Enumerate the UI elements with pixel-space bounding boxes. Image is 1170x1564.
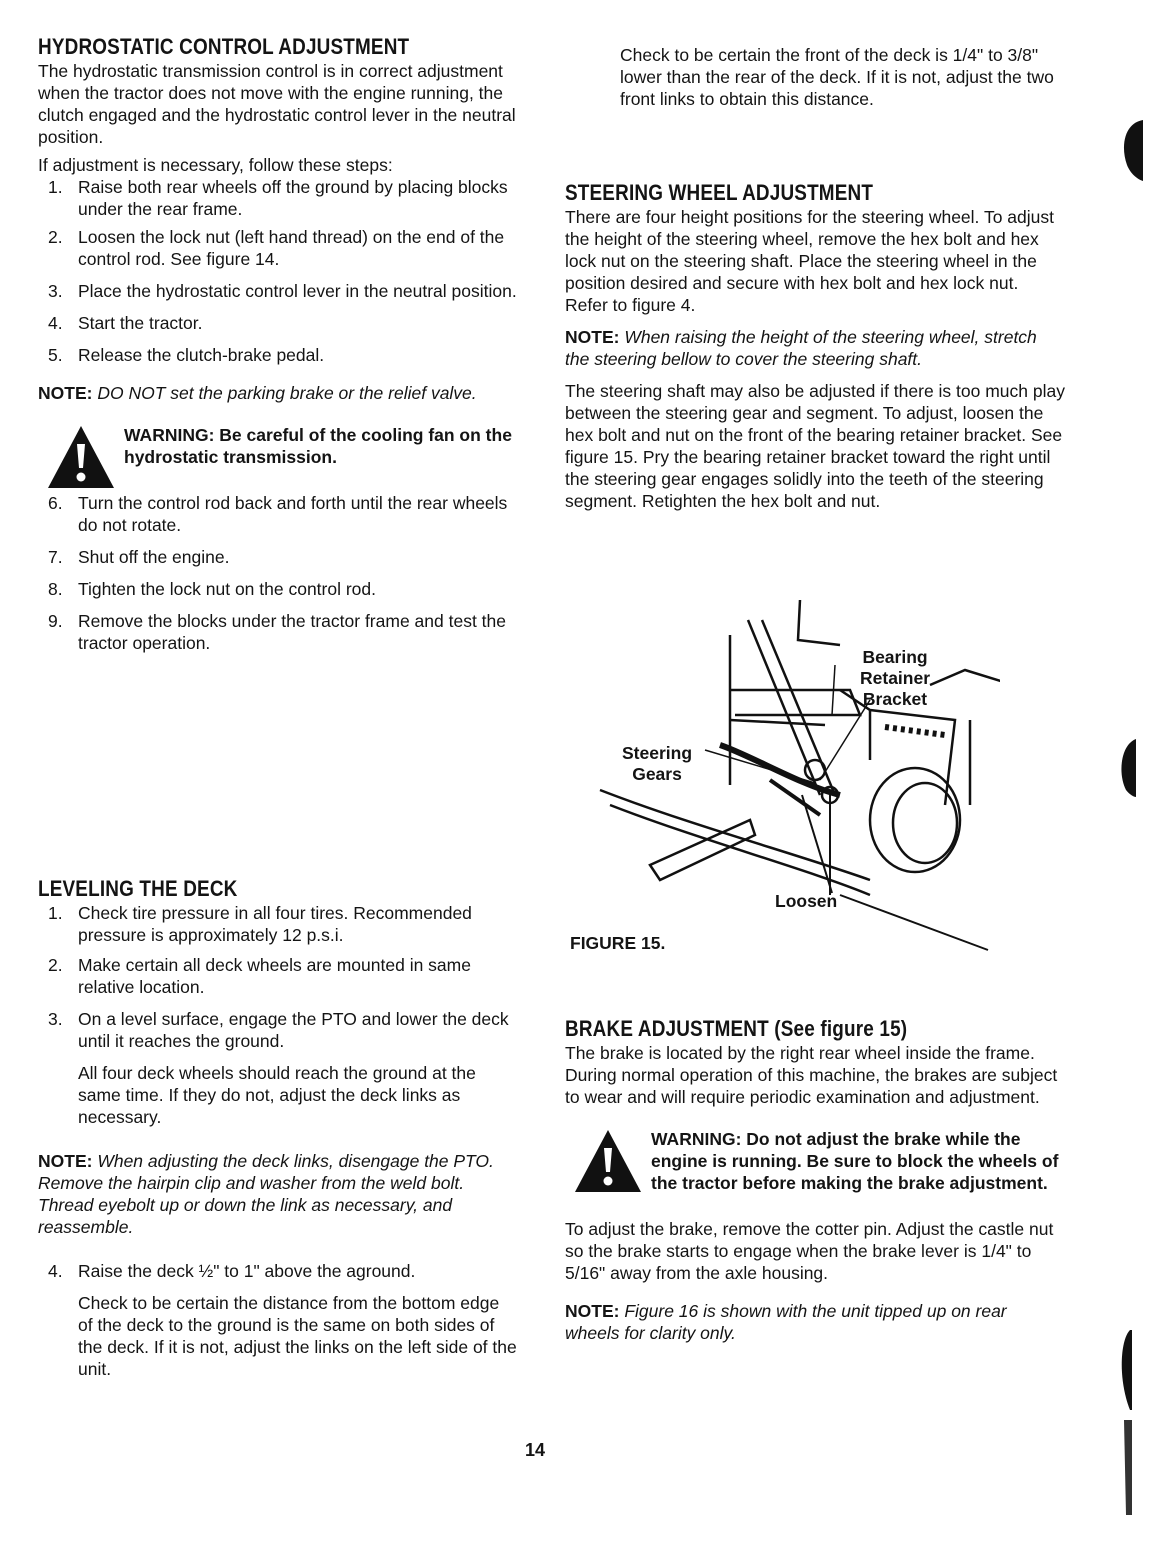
- note-label: NOTE:: [38, 1151, 93, 1171]
- step-text: Loosen the lock nut (left hand thread) on the end of the control rod. See figure 14.: [78, 227, 505, 269]
- hydrostatic-intro: The hydrostatic transmission control is in correct adjustment when the tractor does not move with the engine running, the clutch engaged and the hydrostatic control lever in the neutral position.: [38, 61, 516, 147]
- step-subtext: All four deck wheels should reach the ground at the same time. If they do not, adjust the deck links as necessary.: [78, 1063, 476, 1127]
- hydrostatic-steps-b: [38, 492, 528, 654]
- warning-icon: [46, 424, 116, 490]
- note-text: When adjusting the deck links, disengage the PTO. Remove the hairpin clip and washer from the weld bolt. Thread eyebolt up or down the link as necessary, and reassemble.: [38, 1151, 494, 1237]
- hydrostatic-heading: HYDROSTATIC CONTROL ADJUSTMENT: [38, 34, 410, 59]
- step-text: Shut off the engine.: [78, 547, 230, 567]
- front-check: [620, 44, 1070, 110]
- brake-paragraph-2: To adjust the brake, remove the cotter pin. Adjust the castle nut so the brake starts to engage when the brake lever is 1/4" to 5/16" away from the axle housing.: [565, 1219, 1054, 1283]
- loosen-label: Loosen: [775, 891, 838, 911]
- step-text: Check tire pressure in all four tires. Recommended pressure is approximately 12 p.s.i.: [78, 903, 472, 945]
- brake-paragraph-1: The brake is located by the right rear wheel inside the frame. During normal operation of this machine, the brakes are subject to wear and will require periodic examination and adjustment.: [565, 1043, 1058, 1107]
- list-item: [38, 902, 518, 946]
- list-item: [38, 1008, 518, 1128]
- warning-text: WARNING: Do not adjust the brake while the engine is running. Be sure to block the wheels of the tractor before making the brake adjustment.: [651, 1129, 1059, 1193]
- figure-caption: FIGURE 15.: [570, 933, 666, 953]
- list-item: [38, 546, 528, 568]
- step-text: Tighten the lock nut on the control rod.: [78, 579, 377, 599]
- bearing-retainer-label: Bearing Retainer Bracket: [860, 647, 931, 709]
- step-text: Raise both rear wheels off the ground by placing blocks under the rear frame.: [78, 177, 508, 219]
- list-item: [38, 1260, 518, 1380]
- list-item: [38, 226, 528, 270]
- note-text: Figure 16 is shown with the unit tipped up on rear wheels for clarity only.: [565, 1301, 1007, 1343]
- list-item: [38, 344, 528, 366]
- step-text: Remove the blocks under the tractor frame and test the tractor operation.: [78, 611, 506, 653]
- steering-note: [565, 326, 1065, 370]
- step-number: 2.: [48, 955, 63, 975]
- list-item: [38, 280, 528, 302]
- step-number: 6.: [48, 493, 63, 513]
- warning-text: WARNING: Be careful of the cooling fan on the hydrostatic transmission.: [124, 425, 512, 467]
- figure-15: [570, 595, 1000, 965]
- steering-paragraph-2: The steering shaft may also be adjusted if there is too much play between the steering gear and segment. To adjust, loosen the hex bolt and nut on the front of the bearing retainer bracket. See figure 15. Pry the bearing retainer bracket toward the right until the steering gear engages solidly into the teeth of the steering segment. Retighten the hex bolt and nut.: [565, 381, 1065, 511]
- binder-hole-mark: [1115, 115, 1145, 185]
- step-text: Release the clutch-brake pedal.: [78, 345, 325, 365]
- list-item: [38, 492, 528, 536]
- brake-section: [565, 1016, 1065, 1344]
- step-number: 8.: [48, 579, 63, 599]
- leveling-heading: LEVELING THE DECK: [38, 876, 238, 901]
- step-number: 2.: [48, 227, 63, 247]
- step-number: 5.: [48, 345, 63, 365]
- page-number: 14: [525, 1440, 546, 1460]
- step-number: 4.: [48, 1261, 63, 1281]
- steering-section: [565, 180, 1065, 512]
- list-item: [38, 312, 528, 334]
- step-subtext: Check to be certain the distance from the bottom edge of the deck to the ground is the same on both sides of the deck. If it is not, adjust the links on the left side of the unit.: [78, 1293, 517, 1379]
- binder-hole-mark: [1100, 735, 1140, 800]
- note-label: NOTE:: [565, 327, 620, 347]
- step-text: Place the hydrostatic control lever in the neutral position.: [78, 281, 517, 301]
- note-text: When raising the height of the steering wheel, stretch the steering bellow to cover the steering shaft.: [565, 327, 1037, 369]
- brake-heading: BRAKE ADJUSTMENT (See figure 15): [565, 1016, 908, 1041]
- note-label: NOTE:: [38, 383, 93, 403]
- step-text: On a level surface, engage the PTO and lower the deck until it reaches the ground.: [78, 1009, 509, 1051]
- note-label: NOTE:: [565, 1301, 620, 1321]
- step-text: Make certain all deck wheels are mounted in same relative location.: [78, 955, 471, 997]
- list-item: [38, 954, 518, 998]
- steering-paragraph-1: There are four height positions for the steering wheel. To adjust the height of the steering wheel, remove the hex bolt and hex lock nut on the steering shaft. Place the steering wheel in the position desired and secure with hex bolt and hex lock nut. Refer to figure 4.: [565, 207, 1054, 315]
- note-text: DO NOT set the parking brake or the relief valve.: [97, 383, 477, 403]
- steering-gears-label: Steering Gears: [622, 743, 693, 784]
- hydrostatic-note: [38, 382, 528, 404]
- hydrostatic-steps-a: [38, 176, 528, 366]
- list-item: [38, 610, 528, 654]
- step-number: 3.: [48, 1009, 63, 1029]
- leveling-section: [38, 876, 518, 1380]
- hydrostatic-warning: [38, 424, 528, 494]
- step-text: Turn the control rod back and forth until the rear wheels do not rotate.: [78, 493, 508, 535]
- leveling-steps: [38, 902, 518, 1128]
- step-text: Start the tractor.: [78, 313, 203, 333]
- step-number: 4.: [48, 313, 63, 333]
- step-number: 1.: [48, 177, 63, 197]
- front-check-text: Check to be certain the front of the deck is 1/4" to 3/8" lower than the rear of the deck. If it is not, adjust the two front links to obtain this distance.: [620, 45, 1054, 109]
- list-item: [38, 176, 528, 220]
- step-number: 7.: [48, 547, 63, 567]
- step-number: 9.: [48, 611, 63, 631]
- hydrostatic-lead: If adjustment is necessary, follow these steps:: [38, 155, 393, 175]
- brake-warning: [565, 1128, 1065, 1198]
- leveling-step-4: [38, 1260, 518, 1380]
- brake-note: [565, 1300, 1065, 1344]
- left-column: [38, 34, 528, 654]
- binder-hole-mark: [1100, 1320, 1140, 1520]
- step-number: 1.: [48, 903, 63, 923]
- leveling-note: [38, 1150, 518, 1238]
- steering-heading: STEERING WHEEL ADJUSTMENT: [565, 180, 874, 205]
- list-item: [38, 578, 528, 600]
- step-text: Raise the deck ½" to 1" above the aground.: [78, 1261, 416, 1281]
- warning-icon: [573, 1128, 643, 1194]
- step-number: 3.: [48, 281, 63, 301]
